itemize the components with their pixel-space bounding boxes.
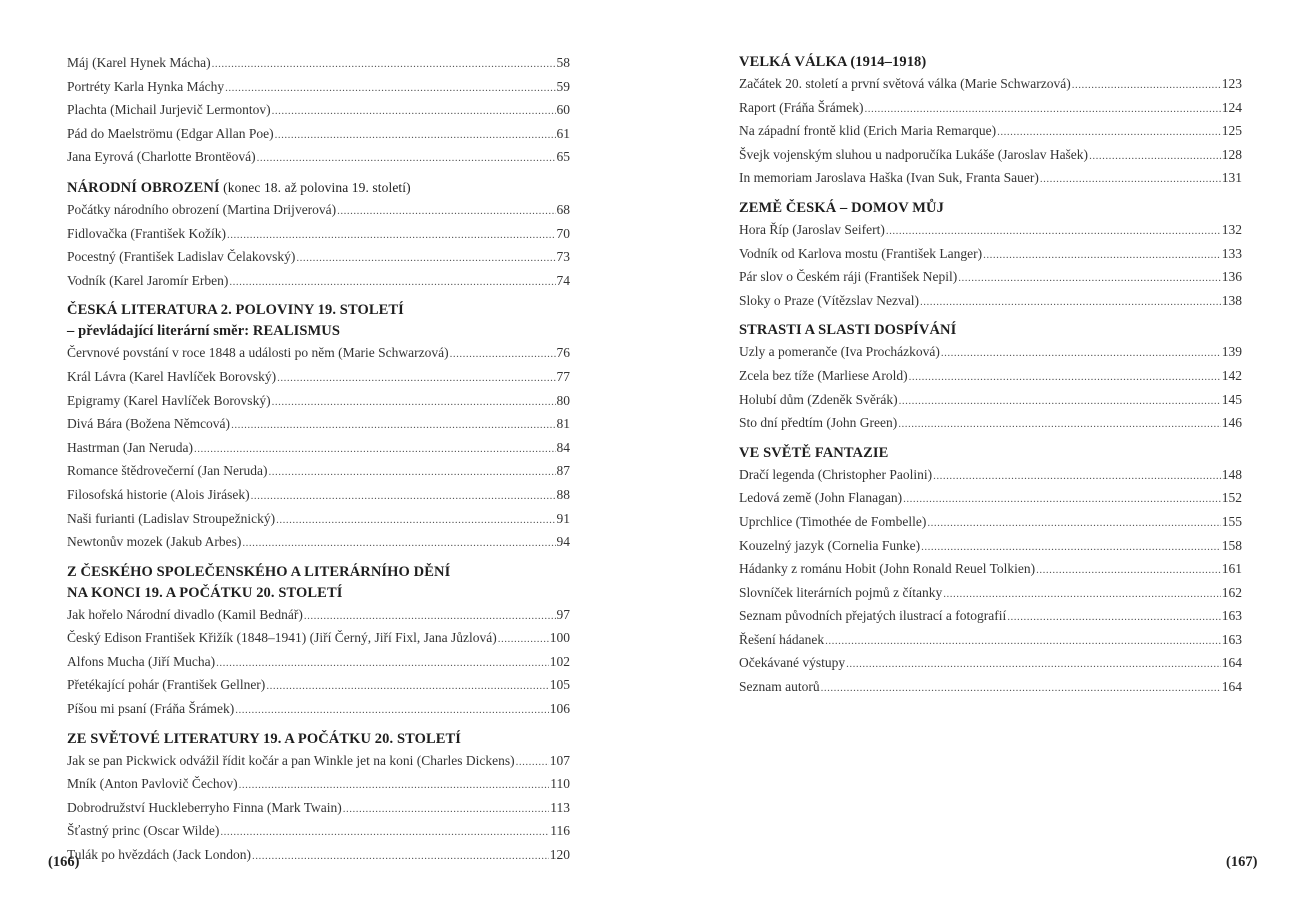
toc-entry-page: 113 bbox=[550, 799, 570, 815]
toc-entry-page: 106 bbox=[549, 701, 570, 717]
toc-entry bbox=[67, 674, 570, 698]
toc-entry bbox=[739, 167, 1242, 191]
section-heading bbox=[67, 177, 570, 199]
toc-entry-title: Král Lávra (Karel Havlíček Borovský) bbox=[67, 368, 277, 384]
toc-entry-title: Seznam autorů bbox=[739, 679, 820, 695]
toc-entry bbox=[739, 535, 1242, 559]
toc-entry-page: 88 bbox=[556, 486, 570, 502]
toc-entry bbox=[67, 342, 570, 366]
toc-entry bbox=[739, 676, 1242, 700]
toc-entry bbox=[739, 558, 1242, 582]
toc-entry-title: Pád do Maelströmu (Edgar Allan Poe) bbox=[67, 125, 274, 141]
toc-entry bbox=[67, 604, 570, 628]
toc-entry bbox=[739, 73, 1242, 97]
toc-entry-page: 58 bbox=[556, 55, 570, 70]
toc-entry bbox=[67, 484, 570, 508]
toc-entry-title: Pár slov o Českém ráji (František Nepil) bbox=[739, 269, 958, 285]
toc-entry-title: Píšou mi psaní (Fráňa Šrámek) bbox=[67, 701, 235, 717]
toc-entry bbox=[739, 120, 1242, 144]
toc-dot-leader bbox=[212, 54, 556, 76]
toc-dot-leader bbox=[252, 846, 549, 868]
section-gap bbox=[739, 436, 1242, 443]
section-heading-text: NÁRODNÍ OBROZENÍ bbox=[67, 179, 220, 196]
toc-dot-leader bbox=[272, 101, 556, 123]
toc-entry bbox=[739, 511, 1242, 535]
toc-entry-title: Seznam původních přejatých ilustrací a fotografií bbox=[739, 608, 1007, 624]
toc-entry-page: 120 bbox=[549, 847, 570, 863]
toc-entry bbox=[67, 123, 570, 147]
toc-entry-title: Alfons Mucha (Jiří Mucha) bbox=[67, 653, 216, 669]
toc-entry-page: 97 bbox=[556, 606, 570, 622]
section-gap bbox=[739, 313, 1242, 320]
section-heading-text: VE SVĚTĚ FANTAZIE bbox=[739, 444, 889, 461]
toc-entry-page: 142 bbox=[1221, 367, 1242, 383]
toc-entry-title: Červnové povstání v roce 1848 a události po něm (Marie Schwarzová) bbox=[67, 345, 449, 361]
toc-entry-title: Očekávané výstupy bbox=[739, 655, 846, 671]
section-heading bbox=[67, 729, 570, 750]
toc-entry-page: 61 bbox=[556, 125, 570, 141]
toc-entry-title: Newtonův mozek (Jakub Arbes) bbox=[67, 534, 242, 550]
section-heading-text: Z ČESKÉHO SPOLEČENSKÉHO A LITERÁRNÍHO DĚNÍ bbox=[67, 563, 451, 580]
toc-entry-page: 65 bbox=[556, 149, 570, 165]
toc-entry-title: Máj (Karel Hynek Mácha) bbox=[67, 55, 211, 70]
toc-dot-leader bbox=[266, 676, 548, 698]
section-gap bbox=[67, 293, 570, 300]
toc-entry bbox=[67, 508, 570, 532]
toc-dot-leader bbox=[276, 510, 555, 532]
toc-entry bbox=[67, 460, 570, 484]
toc-entry bbox=[67, 146, 570, 170]
toc-entry bbox=[739, 290, 1242, 314]
toc-entry-page: 73 bbox=[556, 249, 570, 265]
toc-entry-title: Na západní frontě klid (Erich Maria Remarque) bbox=[739, 123, 997, 139]
toc-dot-leader bbox=[899, 391, 1221, 413]
toc-entry-title: Dobrodružství Huckleberryho Finna (Mark Twain) bbox=[67, 799, 342, 815]
toc-entry-page: 91 bbox=[556, 510, 570, 526]
toc-dot-leader bbox=[242, 533, 555, 555]
toc-dot-leader bbox=[498, 629, 549, 651]
toc-entry bbox=[739, 97, 1242, 121]
section-heading bbox=[739, 198, 1242, 219]
page-number-left: (166) bbox=[48, 854, 80, 870]
section-heading-line2: – převládající literární směr: REALISMUS bbox=[67, 323, 341, 340]
toc-entry-page: 139 bbox=[1221, 344, 1242, 360]
toc-dot-leader bbox=[269, 462, 556, 484]
toc-dot-leader bbox=[909, 367, 1221, 389]
toc-entry-page: 107 bbox=[549, 752, 570, 768]
toc-entry bbox=[739, 219, 1242, 243]
section-heading bbox=[739, 320, 1242, 341]
toc-dot-leader bbox=[257, 148, 556, 170]
section-gap bbox=[739, 191, 1242, 198]
toc-entry-title: Uzly a pomeranče (Iva Procházková) bbox=[739, 344, 940, 360]
toc-entry-page: 162 bbox=[1221, 584, 1242, 600]
toc-entry-title: Pocestný (František Ladislav Čelakovský) bbox=[67, 249, 296, 265]
toc-entry-page: 163 bbox=[1221, 608, 1242, 624]
toc-dot-leader bbox=[337, 201, 555, 223]
toc-entry-page: 100 bbox=[549, 630, 570, 646]
toc-entry-title: Romance štědrovečerní (Jan Neruda) bbox=[67, 463, 268, 479]
toc-entry-page: 158 bbox=[1221, 537, 1242, 553]
toc-entry bbox=[67, 76, 570, 100]
section-heading bbox=[739, 52, 1242, 73]
toc-entry-title: Plachta (Michail Jurjevič Lermontov) bbox=[67, 102, 271, 118]
toc-entry-title: Fidlovačka (František Kožík) bbox=[67, 225, 226, 241]
section-heading-text: ZE SVĚTOVÉ LITERATURY 19. A POČÁTKU 20. STOLETÍ bbox=[67, 730, 462, 747]
toc-entry bbox=[67, 413, 570, 437]
toc-entry bbox=[739, 629, 1242, 653]
section-gap bbox=[67, 555, 570, 562]
toc-entry-title: Jak se pan Pickwick odvážil řídit kočár a pan Winkle jet na koni (Charles Dickens) bbox=[67, 752, 515, 768]
section-gap bbox=[67, 170, 570, 177]
toc-entry-title: Šťastný princ (Oscar Wilde) bbox=[67, 823, 220, 839]
toc-dot-leader bbox=[846, 654, 1221, 676]
toc-dot-leader bbox=[216, 653, 549, 675]
toc-dot-leader bbox=[227, 225, 556, 247]
toc-dot-leader bbox=[194, 439, 556, 461]
toc-entry bbox=[739, 341, 1242, 365]
toc-dot-leader bbox=[821, 678, 1221, 700]
section-heading-text: ČESKÁ LITERATURA 2. POLOVINY 19. STOLETÍ bbox=[67, 302, 404, 319]
toc-dot-leader bbox=[864, 99, 1220, 121]
toc-dot-leader bbox=[277, 368, 555, 390]
toc-dot-leader bbox=[516, 752, 549, 774]
toc-entry-title: Jak hořelo Národní divadlo (Kamil Bednář) bbox=[67, 606, 303, 622]
toc-dot-leader bbox=[1007, 607, 1220, 629]
toc-dot-leader bbox=[825, 631, 1221, 653]
toc-entry-title: Sto dní předtím (John Green) bbox=[739, 415, 898, 431]
toc-entry-title: Vodník (Karel Jaromír Erben) bbox=[67, 272, 229, 288]
toc-entry bbox=[67, 270, 570, 294]
toc-entry-title: Hastrman (Jan Neruda) bbox=[67, 439, 193, 455]
toc-entry-page: 161 bbox=[1221, 561, 1242, 577]
section-heading bbox=[67, 562, 570, 583]
toc-entry-page: 105 bbox=[549, 677, 570, 693]
toc-entry bbox=[67, 698, 570, 722]
toc-dot-leader bbox=[220, 822, 549, 844]
toc-entry-page: 128 bbox=[1221, 146, 1242, 162]
toc-entry-title: Dračí legenda (Christopher Paolini) bbox=[739, 466, 933, 482]
section-heading-subtitle: (konec 18. až polovina 19. století) bbox=[219, 179, 411, 195]
toc-entry bbox=[67, 773, 570, 797]
toc-entry-page: 131 bbox=[1221, 170, 1242, 186]
toc-entry bbox=[67, 750, 570, 774]
toc-entry-page: 74 bbox=[556, 272, 570, 288]
toc-entry-page: 148 bbox=[1221, 466, 1242, 482]
toc-entry bbox=[67, 531, 570, 555]
toc-dot-leader bbox=[898, 414, 1221, 436]
toc-entry-title: Divá Bára (Božena Němcová) bbox=[67, 416, 231, 432]
toc-entry bbox=[739, 652, 1242, 676]
toc-entry bbox=[67, 390, 570, 414]
toc-entry-page: 163 bbox=[1221, 631, 1242, 647]
toc-entry-page: 133 bbox=[1221, 245, 1242, 261]
toc-entry-title: Mník (Anton Pavlovič Čechov) bbox=[67, 776, 238, 792]
toc-dot-leader bbox=[933, 466, 1221, 488]
section-heading-line2: NA KONCI 19. A POČÁTKU 20. STOLETÍ bbox=[67, 584, 343, 601]
toc-entry-title: Kouzelný jazyk (Cornelia Funke) bbox=[739, 537, 921, 553]
toc-entry-page: 155 bbox=[1221, 513, 1242, 529]
toc-dot-leader bbox=[304, 606, 556, 628]
toc-entry bbox=[739, 266, 1242, 290]
toc-entry-title: Ledová země (John Flanagan) bbox=[739, 490, 903, 506]
toc-entry-title: Český Edison František Křižík (1848–1941) (Jiří Černý, Jiří Fixl, Jana Jůzlová) bbox=[67, 630, 497, 646]
toc-dot-leader bbox=[231, 415, 555, 437]
page-number-right: (167) bbox=[1226, 854, 1258, 870]
toc-entry bbox=[67, 820, 570, 844]
toc-entry-page: 68 bbox=[556, 201, 570, 217]
toc-dot-leader bbox=[920, 292, 1221, 314]
toc-entry bbox=[67, 199, 570, 223]
toc-entry bbox=[67, 99, 570, 123]
toc-entry-page: 125 bbox=[1221, 123, 1242, 139]
toc-dot-leader bbox=[251, 486, 556, 508]
toc-entry-page: 80 bbox=[556, 392, 570, 408]
toc-dot-leader bbox=[943, 584, 1221, 606]
toc-entry-page: 102 bbox=[549, 653, 570, 669]
toc-entry bbox=[67, 246, 570, 270]
left-page-contents bbox=[67, 52, 570, 868]
toc-entry-title: Počátky národního obrození (Martina Drijverová) bbox=[67, 201, 337, 217]
toc-entry bbox=[739, 464, 1242, 488]
section-heading-text: ZEMĚ ČESKÁ – DOMOV MŮJ bbox=[739, 199, 944, 216]
toc-entry-title: Slovníček literárních pojmů z čítanky bbox=[739, 584, 943, 600]
toc-entry-title: Jana Eyrová (Charlotte Brontëová) bbox=[67, 149, 256, 165]
toc-entry bbox=[739, 243, 1242, 267]
section-heading-text: STRASTI A SLASTI DOSPÍVÁNÍ bbox=[739, 322, 957, 339]
toc-entry bbox=[739, 412, 1242, 436]
toc-entry bbox=[739, 605, 1242, 629]
toc-entry-title: Tulák po hvězdách (Jack London) bbox=[67, 847, 251, 863]
toc-entry bbox=[739, 487, 1242, 511]
toc-dot-leader bbox=[997, 122, 1221, 144]
toc-entry-page: 60 bbox=[556, 102, 570, 118]
toc-entry-page: 132 bbox=[1221, 221, 1242, 237]
toc-entry-page: 110 bbox=[550, 776, 570, 792]
toc-entry-page: 152 bbox=[1221, 490, 1242, 506]
toc-dot-leader bbox=[1072, 75, 1221, 97]
toc-entry-title: Začátek 20. století a první světová válka (Marie Schwarzová) bbox=[739, 76, 1071, 91]
toc-entry-title: Sloky o Praze (Vítězslav Nezval) bbox=[739, 292, 919, 308]
toc-dot-leader bbox=[225, 78, 555, 100]
toc-entry-title: Portréty Karla Hynka Máchy bbox=[67, 78, 225, 94]
toc-entry-title: Řešení hádanek bbox=[739, 631, 825, 647]
section-heading bbox=[739, 443, 1242, 464]
toc-dot-leader bbox=[343, 799, 550, 821]
section-heading bbox=[67, 300, 570, 321]
toc-entry-page: 116 bbox=[550, 823, 570, 839]
toc-entry-title: Přetékající pohár (František Gellner) bbox=[67, 677, 266, 693]
toc-entry-title: Hádanky z románu Hobit (John Ronald Reuel Tolkien) bbox=[739, 561, 1036, 577]
toc-entry-page: 59 bbox=[556, 78, 570, 94]
toc-dot-leader bbox=[229, 272, 555, 294]
toc-entry-page: 164 bbox=[1221, 679, 1242, 695]
toc-entry bbox=[67, 52, 570, 76]
toc-entry-title: Naši furianti (Ladislav Stroupežnický) bbox=[67, 510, 276, 526]
toc-dot-leader bbox=[239, 775, 550, 797]
toc-entry-title: Švejk vojenským sluhou u nadporučíka Lukáše (Jaroslav Hašek) bbox=[739, 146, 1089, 162]
toc-dot-leader bbox=[235, 700, 549, 722]
toc-dot-leader bbox=[941, 343, 1221, 365]
toc-dot-leader bbox=[1089, 146, 1221, 168]
toc-dot-leader bbox=[275, 125, 556, 147]
toc-entry bbox=[67, 844, 570, 868]
toc-entry-page: 138 bbox=[1221, 292, 1242, 308]
toc-entry-page: 84 bbox=[556, 439, 570, 455]
toc-entry bbox=[67, 651, 570, 675]
toc-entry-page: 124 bbox=[1221, 99, 1242, 115]
toc-entry-page: 136 bbox=[1221, 269, 1242, 285]
toc-entry bbox=[67, 437, 570, 461]
section-gap bbox=[67, 722, 570, 729]
toc-entry-page: 94 bbox=[556, 534, 570, 550]
toc-dot-leader bbox=[958, 268, 1221, 290]
toc-entry-title: Raport (Fráňa Šrámek) bbox=[739, 99, 864, 115]
toc-entry bbox=[739, 365, 1242, 389]
toc-entry bbox=[739, 144, 1242, 168]
toc-dot-leader bbox=[886, 221, 1221, 243]
toc-entry bbox=[67, 223, 570, 247]
toc-entry-title: Epigramy (Karel Havlíček Borovský) bbox=[67, 392, 271, 408]
right-page-contents bbox=[739, 52, 1242, 700]
toc-entry bbox=[67, 797, 570, 821]
toc-entry-page: 76 bbox=[556, 345, 570, 361]
toc-entry-title: Hora Říp (Jaroslav Seifert) bbox=[739, 221, 885, 237]
toc-dot-leader bbox=[903, 489, 1221, 511]
section-heading-text: VELKÁ VÁLKA (1914–1918) bbox=[739, 54, 927, 70]
toc-entry bbox=[739, 582, 1242, 606]
toc-dot-leader bbox=[272, 392, 556, 414]
toc-entry-title: Filosofská historie (Alois Jirásek) bbox=[67, 486, 250, 502]
toc-entry bbox=[67, 366, 570, 390]
toc-dot-leader bbox=[1040, 169, 1221, 191]
toc-dot-leader bbox=[983, 245, 1221, 267]
toc-entry-page: 81 bbox=[556, 416, 570, 432]
toc-entry bbox=[739, 389, 1242, 413]
toc-entry-page: 145 bbox=[1221, 391, 1242, 407]
toc-dot-leader bbox=[1036, 560, 1221, 582]
toc-entry-title: Zcela bez tíže (Marliese Arold) bbox=[739, 367, 908, 383]
toc-entry-page: 123 bbox=[1221, 76, 1242, 91]
toc-entry-page: 146 bbox=[1221, 415, 1242, 431]
toc-entry-title: Vodník od Karlova mostu (František Langer) bbox=[739, 245, 983, 261]
toc-entry-page: 87 bbox=[556, 463, 570, 479]
toc-entry-page: 70 bbox=[556, 225, 570, 241]
toc-entry-page: 164 bbox=[1221, 655, 1242, 671]
toc-entry-title: Holubí dům (Zdeněk Svěrák) bbox=[739, 391, 898, 407]
toc-dot-leader bbox=[927, 513, 1220, 535]
toc-dot-leader bbox=[921, 537, 1221, 559]
toc-entry-title: Uprchlice (Timothée de Fombelle) bbox=[739, 513, 927, 529]
toc-entry bbox=[67, 627, 570, 651]
toc-entry-page: 77 bbox=[556, 368, 570, 384]
toc-entry-title: In memoriam Jaroslava Haška (Ivan Suk, Franta Sauer) bbox=[739, 170, 1039, 186]
toc-dot-leader bbox=[296, 248, 555, 270]
toc-dot-leader bbox=[450, 344, 556, 366]
